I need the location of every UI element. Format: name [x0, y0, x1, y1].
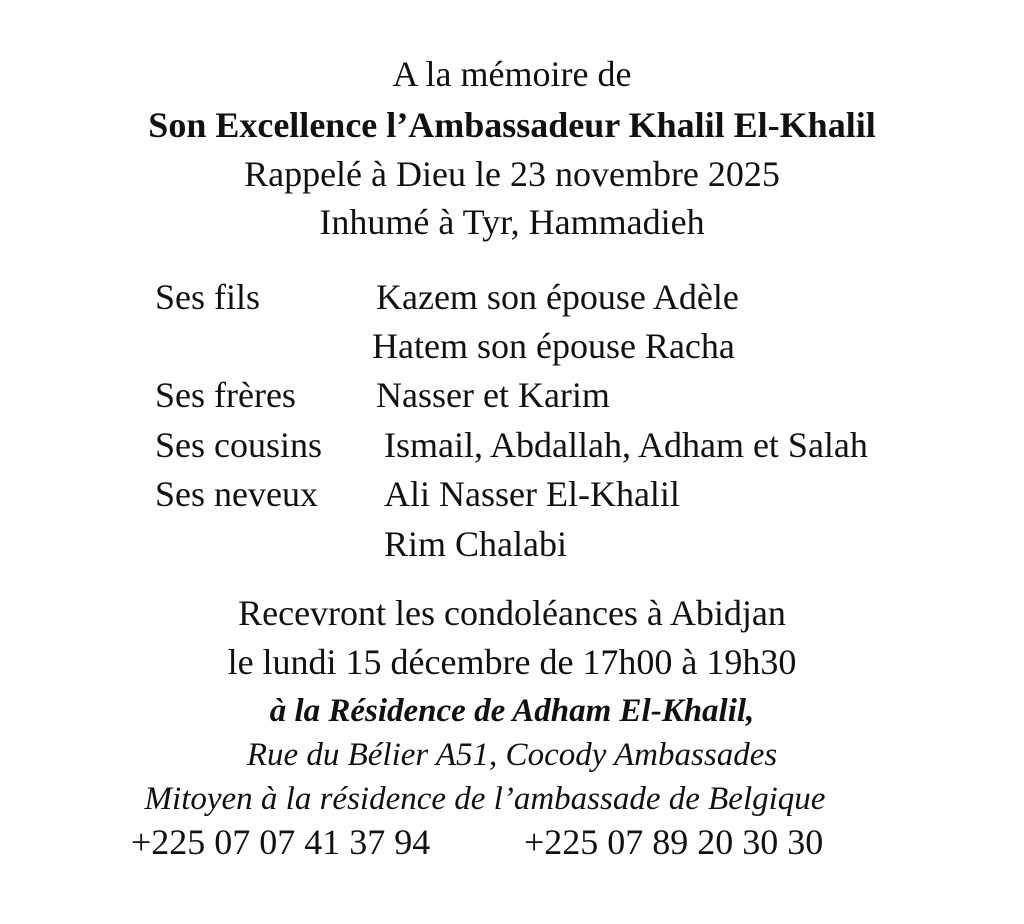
family-label-cousins: Ses cousins: [155, 425, 323, 465]
condolences-line-2: le lundi 15 décembre de 17h00 à 19h30: [227, 642, 797, 682]
death-date: Rappelé à Dieu le 23 novembre 2025: [244, 154, 780, 194]
family-label-brothers: Ses frères: [155, 375, 296, 415]
intro-text: A la mémoire de: [392, 54, 632, 94]
family-name-cousins: Ismail, Abdallah, Adham et Salah: [384, 425, 868, 465]
deceased-name: Son Excellence l’Ambassadeur Khalil El-Khalil: [148, 105, 876, 145]
phone-number-1: +225 07 07 41 37 94: [131, 822, 431, 862]
family-name-nephew-1: Ali Nasser El-Khalil: [384, 474, 680, 514]
phone-number-2: +225 07 89 20 30 30: [524, 822, 824, 862]
address-line: Rue du Bélier A51, Cocody Ambassades: [246, 737, 778, 773]
landmark-line: Mitoyen à la résidence de l’ambassade de Belgique: [144, 781, 826, 817]
residence-line: à la Résidence de Adham El-Khalil,: [269, 693, 755, 729]
burial-place: Inhumé à Tyr, Hammadieh: [319, 202, 705, 242]
family-name-brothers: Nasser et Karim: [376, 375, 610, 415]
family-name-son-2: Hatem son épouse Racha: [372, 326, 735, 366]
family-label-sons: Ses fils: [155, 277, 261, 317]
family-name-nephew-2: Rim Chalabi: [384, 524, 567, 564]
condolences-line-1: Recevront les condoléances à Abidjan: [238, 593, 786, 633]
family-label-nephews: Ses neveux: [155, 474, 318, 514]
family-name-son-1: Kazem son épouse Adèle: [376, 277, 739, 317]
